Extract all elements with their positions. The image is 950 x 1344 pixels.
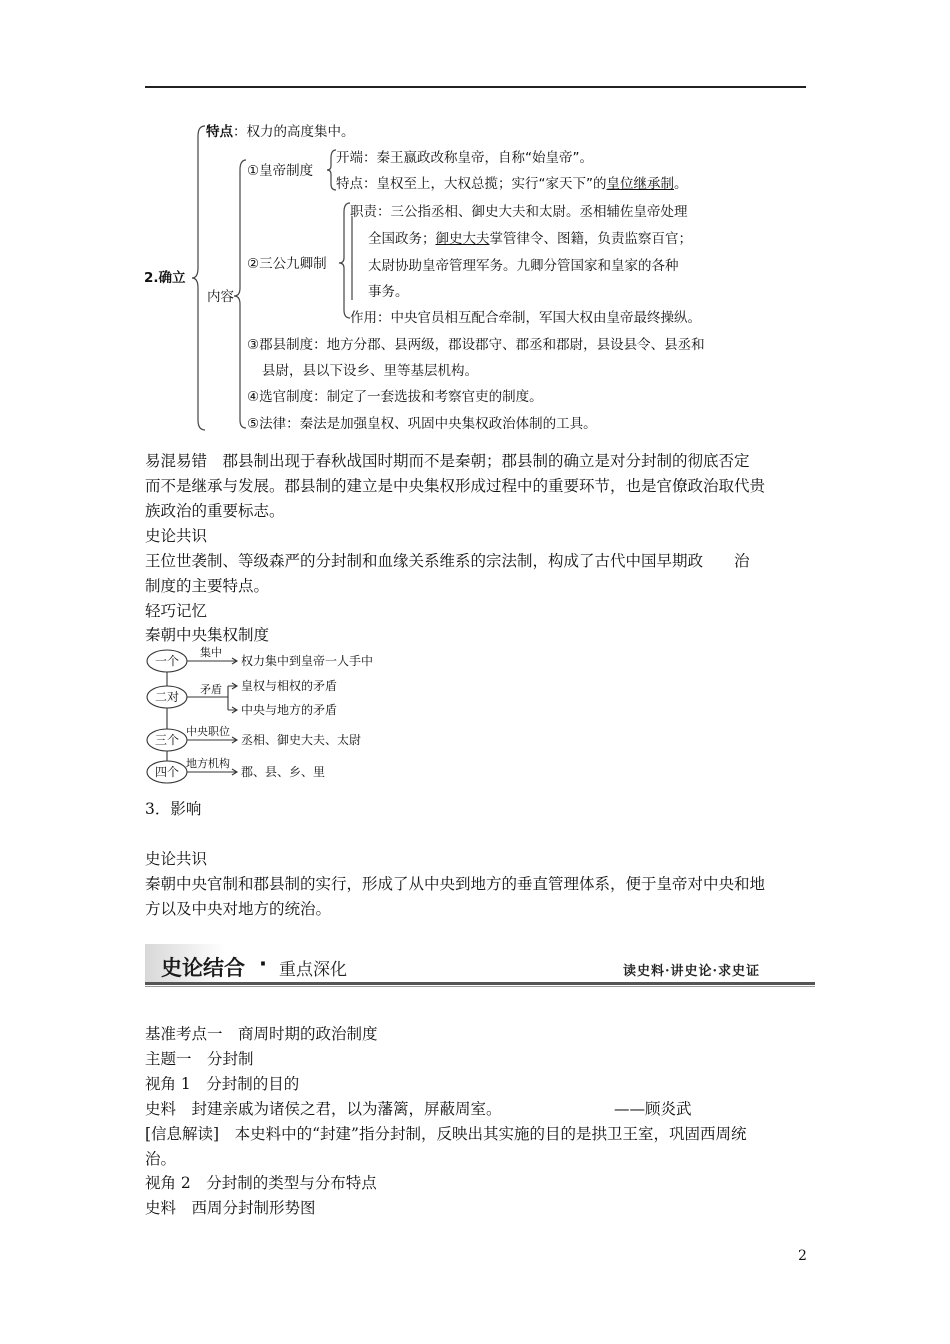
circle-3-text: 三个 — [155, 733, 180, 747]
influence-heading: 3．影响 — [145, 800, 202, 818]
c4-result: 郡、县、乡、里 — [241, 765, 326, 779]
feature-label: 特点 — [206, 124, 233, 140]
banner-right: 读史料·讲史论·求史证 — [623, 964, 761, 979]
junxian-line2: 县尉，县以下设乡、里等基层机构。 — [262, 363, 478, 379]
circle-4-text: 四个 — [155, 765, 180, 779]
theme-heading: 主题一 分封制 — [145, 1050, 254, 1068]
consensus2-line1: 秦朝中央官制和郡县制的实行，形成了从中央到地方的垂直管理体系，便于皇帝对中央和地 — [145, 875, 766, 893]
source2: 史料 西周分封制形势图 — [145, 1199, 316, 1217]
banner-rule-thick — [145, 982, 815, 985]
circle-1-text: 一个 — [155, 654, 180, 668]
emperor-line2-post: 。 — [674, 176, 688, 192]
banner-rule-thin — [145, 986, 815, 987]
sangong-duty3: 太尉协助皇帝管理军务。九卿分管国家和皇家的各种 — [368, 258, 679, 274]
xuanguan-line: ④选官制度：制定了一套选拔和考察官吏的制度。 — [247, 389, 543, 405]
confuse-line1: 易混易错 郡县制出现于春秋战国时期而不是秦朝；郡县制的确立是对分封制的彻底否定 — [145, 452, 750, 470]
emperor-label: ①皇帝制度 — [247, 163, 314, 179]
sangong-duty2-post: 掌管律令、图籍，负责监察百官； — [489, 231, 692, 247]
feature-text: ：权力的高度集中。 — [233, 124, 355, 140]
memory-title: 轻巧记忆 — [145, 602, 208, 620]
info-line2: 治。 — [145, 1150, 177, 1168]
emperor-line2-pre: 特点：皇权至上，大权总揽；实行“家天下”的 — [336, 176, 607, 192]
point-heading: 基准考点一 商周时期的政治制度 — [145, 1025, 378, 1043]
banner-title: 史论结合 — [161, 956, 245, 980]
c1-result: 权力集中到皇帝一人手中 — [241, 654, 374, 668]
sangong-duty1: 职责：三公指丞相、御史大夫和太尉。丞相辅佐皇帝处理 — [350, 204, 688, 220]
content-label: 内容 — [207, 289, 234, 305]
consensus-title-1: 史论共识 — [145, 527, 208, 545]
arrow-1-label: 集中 — [200, 646, 222, 659]
consensus1-line2: 制度的主要特点。 — [145, 577, 270, 595]
section-label: 2.确立 — [144, 270, 186, 286]
source1-author: ——顾炎武 — [614, 1100, 692, 1118]
banner-dot: · — [259, 952, 267, 976]
page-number: 2 — [798, 1248, 807, 1264]
sangong-label: ②三公九卿制 — [247, 256, 327, 272]
sangong-duty2-underlined: 御史大夫 — [435, 231, 490, 247]
angle2-heading: 视角 2 分封制的类型与分布特点 — [145, 1174, 377, 1192]
sangong-duty2-pre: 全国政务； — [368, 231, 436, 247]
confuse-line3: 族政治的重要标志。 — [145, 502, 285, 520]
circle-2-text: 二对 — [155, 690, 180, 704]
section-banner — [145, 944, 815, 988]
sangong-duty4: 事务。 — [368, 284, 409, 300]
angle1-heading: 视角 1 分封制的目的 — [145, 1075, 300, 1093]
banner-subtitle: 重点深化 — [279, 960, 347, 980]
emperor-line2-underlined: 皇位继承制 — [606, 176, 674, 192]
confuse-line2: 而不是继承与发展。郡县制的建立是中央集权形成过程中的重要环节，也是官僚政治取代贵 — [145, 477, 766, 495]
sangong-effect: 作用：中央官员相互配合牵制，军国大权由皇帝最终操纵。 — [350, 310, 701, 326]
info-line1: [信息解读] 本史料中的“封建”指分封制，反映出其实施的目的是拱卫王室，巩固西周统 — [145, 1125, 747, 1143]
falv-line: ⑤法律：秦法是加强皇权、巩固中央集权政治体制的工具。 — [247, 416, 597, 432]
arrow-4-label: 地方机构 — [186, 757, 230, 770]
arrow-2-label: 矛盾 — [200, 683, 222, 696]
junxian-line1: ③郡县制度：地方分郡、县两级，郡设郡守、郡丞和郡尉，县设县令、县丞和 — [247, 337, 705, 353]
emperor-line1: 开端：秦王嬴政改称皇帝，自称“始皇帝”。 — [336, 150, 593, 166]
c2-result2: 中央与地方的矛盾 — [241, 703, 338, 717]
memory-subtitle: 秦朝中央集权制度 — [145, 626, 270, 644]
c3-result: 丞相、御史大夫、太尉 — [241, 733, 362, 747]
consensus1-line1: 王位世袭制、等级森严的分封制和血缘关系维系的宗法制，构成了古代中国早期政 治 — [145, 552, 750, 570]
source1: 史料 封建亲戚为诸侯之君，以为藩篱，屏蔽周室。 — [145, 1100, 502, 1118]
c2-result1: 皇权与相权的矛盾 — [241, 679, 338, 693]
arrow-3-label: 中央职位 — [186, 725, 230, 738]
consensus2-line2: 方以及中央对地方的统治。 — [145, 900, 332, 918]
consensus-title-2: 史论共识 — [145, 850, 208, 868]
